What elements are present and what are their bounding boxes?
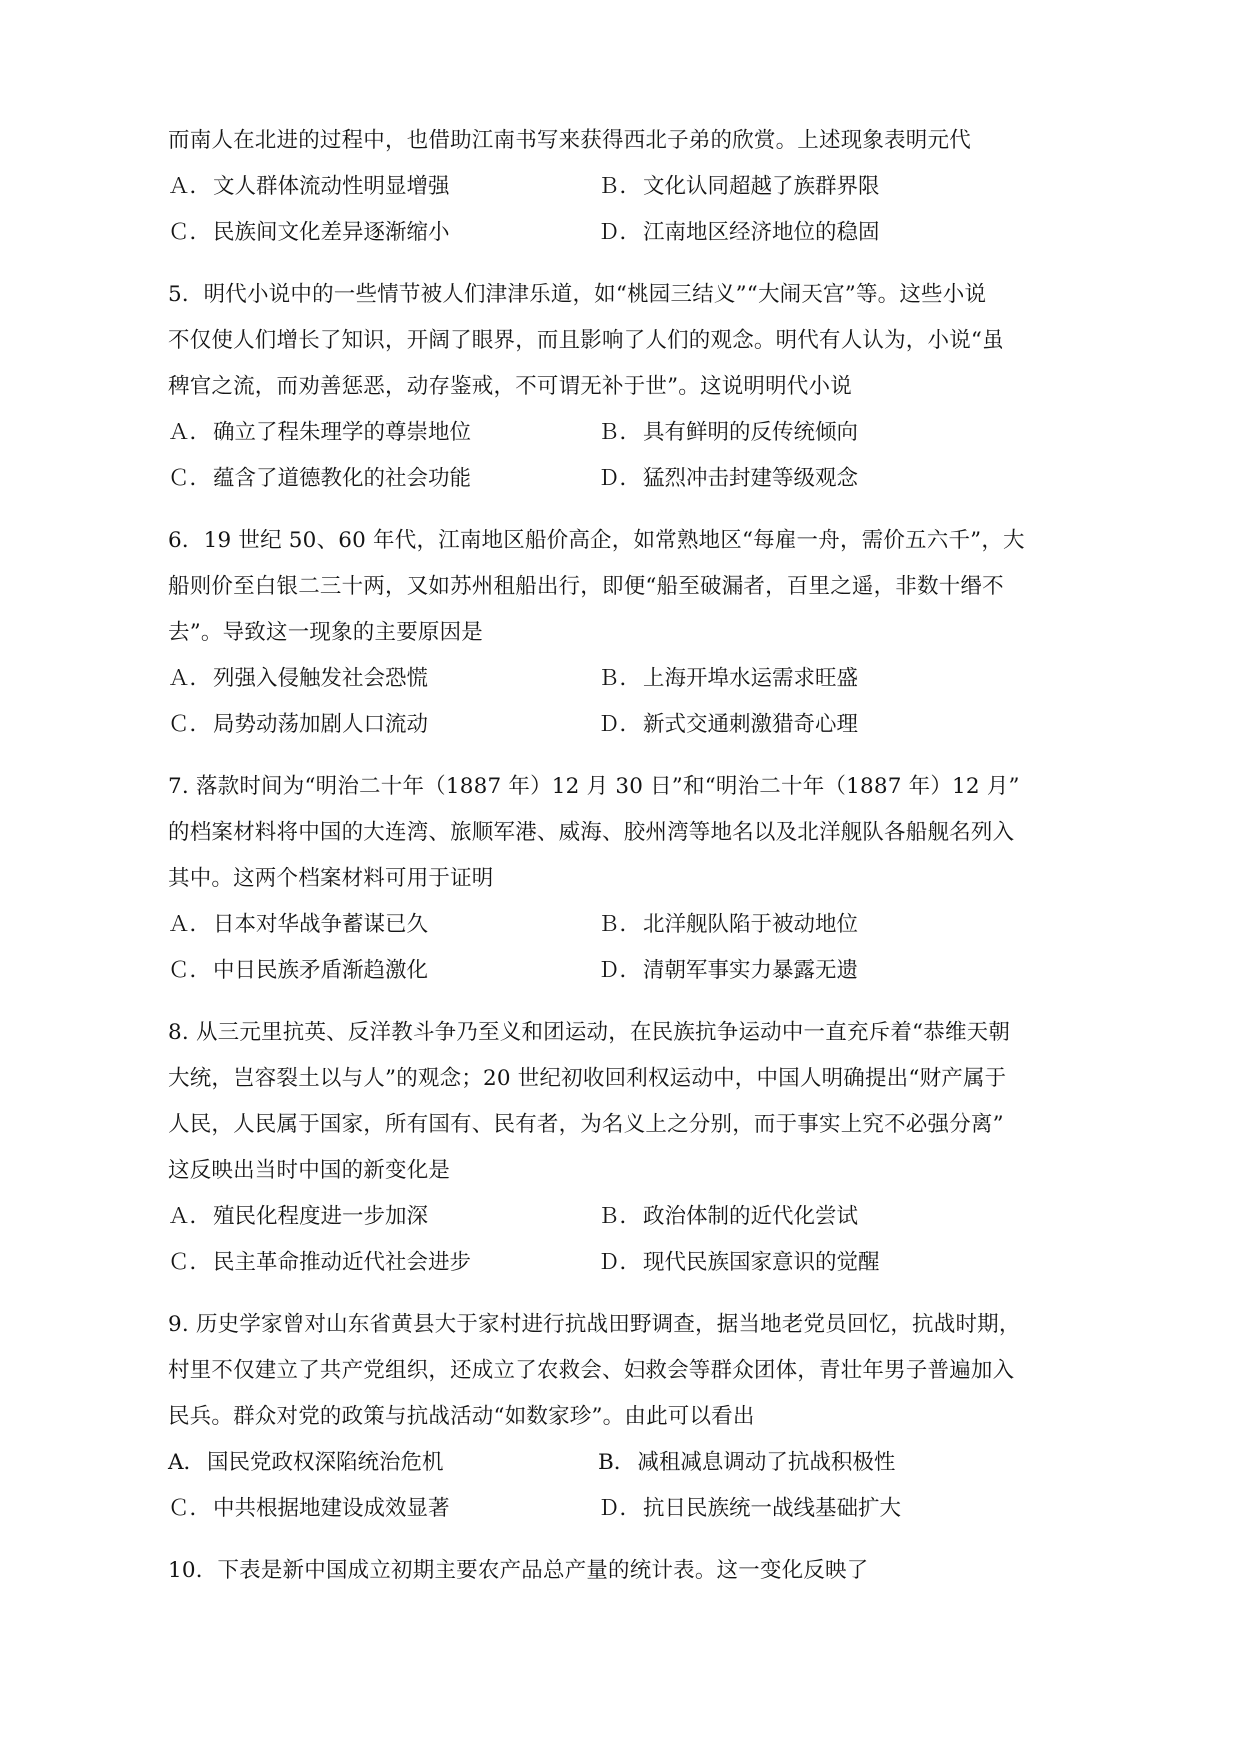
option-a[interactable]	[168, 410, 598, 456]
option-b[interactable]	[598, 410, 980, 456]
question-stem-line: 去”。导致这一现象的主要原因是	[168, 620, 483, 645]
option-text: 江南地区经济地位的稳固	[643, 220, 880, 245]
option-text: 日本对华战争蓄谋已久	[213, 912, 429, 937]
option-label: Ｄ．	[598, 220, 642, 245]
option-text: 上海开埠水运需求旺盛	[643, 666, 859, 691]
option-a[interactable]	[168, 164, 598, 210]
option-text: 列强入侵触发社会恐慌	[213, 666, 429, 691]
option-text: 现代民族国家意识的觉醒	[643, 1250, 880, 1275]
option-c[interactable]	[168, 702, 598, 748]
question-stem-line: 10．下表是新中国成立初期主要农产品总产量的统计表。这一变化反映了	[168, 1558, 869, 1583]
option-row	[168, 210, 980, 256]
option-label: Ｄ．	[598, 958, 642, 983]
option-label: Ｂ．	[598, 666, 642, 691]
option-label: Ｃ．	[168, 712, 212, 737]
option-text: 政治体制的近代化尝试	[643, 1204, 859, 1229]
option-text: 局势动荡加剧人口流动	[213, 712, 429, 737]
option-label: Ｃ．	[168, 1250, 212, 1275]
question-stem-line: 9. 历史学家曾对山东省黄县大于家村进行抗战田野调查，据当地老党员回忆，抗战时期，	[168, 1312, 1021, 1337]
option-label: Ａ．	[168, 174, 212, 199]
question-stem-line: 人民，人民属于国家，所有国有、民有者，为名义上之分别，而于事实上究不必强分离”	[168, 1112, 1004, 1137]
option-c[interactable]	[168, 1240, 598, 1286]
option-label: Ｂ．	[598, 912, 642, 937]
option-text: 国民党政权深陷统治危机	[207, 1450, 444, 1475]
question-stem-line: 6．19 世纪 50、60 年代，江南地区船价高企，如常熟地区“每雇一舟，需价五六千”，大	[168, 528, 1025, 553]
option-row	[168, 1486, 980, 1532]
carryover-options	[168, 164, 980, 256]
option-a[interactable]	[168, 1440, 598, 1486]
option-row	[168, 702, 980, 748]
question-stem-line: 稗官之流，而劝善惩恶，动存鉴戒，不可谓无补于世”。这说明明代小说	[168, 374, 852, 399]
option-text: 猛烈冲击封建等级观念	[643, 466, 859, 491]
option-label: Ｂ．	[598, 420, 642, 445]
option-text: 殖民化程度进一步加深	[213, 1204, 429, 1229]
question-9	[168, 1302, 1021, 1532]
question-5	[168, 272, 1004, 502]
option-text: 清朝军事实力暴露无遗	[643, 958, 859, 983]
option-label: Ｄ．	[598, 466, 642, 491]
question-stem-line: 其中。这两个档案材料可用于证明	[168, 866, 494, 891]
option-row	[168, 164, 980, 210]
option-d[interactable]	[598, 948, 980, 994]
option-a[interactable]	[168, 656, 598, 702]
option-b[interactable]	[598, 902, 980, 948]
question-stem-line: 8. 从三元里抗英、反洋教斗争乃至义和团运动，在民族抗争运动中一直充斥着“恭维天朝	[168, 1020, 1011, 1045]
question-stem-line: 不仅使人们增长了知识，开阔了眼界，而且影响了人们的观念。明代有人认为，小说“虽	[168, 328, 1004, 353]
question-8-options	[168, 1194, 980, 1286]
option-text: 确立了程朱理学的尊崇地位	[213, 420, 472, 445]
option-a[interactable]	[168, 1194, 598, 1240]
option-c[interactable]	[168, 456, 598, 502]
option-d[interactable]	[598, 456, 980, 502]
option-text: 具有鲜明的反传统倾向	[643, 420, 859, 445]
option-a[interactable]	[168, 902, 598, 948]
option-b[interactable]	[598, 656, 980, 702]
question-7	[168, 764, 1020, 994]
option-label: Ｃ．	[168, 958, 212, 983]
option-label: Ｃ．	[168, 1496, 212, 1521]
question-10	[168, 1548, 980, 1594]
option-c[interactable]	[168, 210, 598, 256]
question-stem-line: 村里不仅建立了共产党组织，还成立了农救会、妇救会等群众团体，青壮年男子普遍加入	[168, 1358, 1015, 1383]
option-row	[168, 456, 980, 502]
page-content	[168, 118, 1025, 1594]
option-text: 中日民族矛盾渐趋激化	[213, 958, 429, 983]
option-label: Ｃ．	[168, 466, 212, 491]
option-label: Ｄ．	[598, 1496, 642, 1521]
paragraph-line: 而南人在北进的过程中，也借助江南书写来获得西北子弟的欣赏。上述现象表明元代	[168, 128, 971, 153]
option-label: B．	[598, 1450, 636, 1475]
option-label: Ｄ．	[598, 712, 642, 737]
option-text: 蕴含了道德教化的社会功能	[213, 466, 472, 491]
question-5-options	[168, 410, 980, 502]
question-8	[168, 1010, 1011, 1286]
option-label: Ａ．	[168, 420, 212, 445]
option-label: Ｃ．	[168, 220, 212, 245]
option-label: Ｂ．	[598, 1204, 642, 1229]
option-label: Ａ．	[168, 912, 212, 937]
option-b[interactable]	[598, 1440, 980, 1486]
option-label: A．	[168, 1450, 206, 1475]
question-stem-line: 的档案材料将中国的大连湾、旅顺军港、威海、胶州湾等地名以及北洋舰队各船舰名列入	[168, 820, 1015, 845]
option-row	[168, 902, 980, 948]
option-row	[168, 1194, 980, 1240]
question-6	[168, 518, 1025, 748]
question-stem-line: 5．明代小说中的一些情节被人们津津乐道，如“桃园三结义”“大闹天宫”等。这些小说	[168, 282, 987, 307]
question-stem-line: 民兵。群众对党的政策与抗战活动“如数家珍”。由此可以看出	[168, 1404, 755, 1429]
option-b[interactable]	[598, 1194, 980, 1240]
question-9-options	[168, 1440, 980, 1532]
option-row	[168, 1240, 980, 1286]
option-text: 文化认同超越了族群界限	[643, 174, 880, 199]
question-stem-line: 7. 落款时间为“明治二十年（1887 年）12 月 30 日”和“明治二十年（1887 年）12 月”	[168, 774, 1020, 799]
option-text: 减租减息调动了抗战积极性	[637, 1450, 896, 1475]
option-text: 文人群体流动性明显增强	[213, 174, 450, 199]
option-c[interactable]	[168, 948, 598, 994]
option-text: 民主革命推动近代社会进步	[213, 1250, 472, 1275]
option-text: 中共根据地建设成效显著	[213, 1496, 450, 1521]
question-6-options	[168, 656, 980, 748]
option-row	[168, 656, 980, 702]
question-stem-line: 船则价至白银二三十两，又如苏州租船出行，即便“船至破漏者，百里之遥，非数十缗不	[168, 574, 1004, 599]
option-text: 新式交通刺激猎奇心理	[643, 712, 859, 737]
option-label: Ｂ．	[598, 174, 642, 199]
option-label: Ａ．	[168, 1204, 212, 1229]
question-7-options	[168, 902, 980, 994]
option-d[interactable]	[598, 210, 980, 256]
option-text: 抗日民族统一战线基础扩大	[643, 1496, 902, 1521]
option-label: Ｄ．	[598, 1250, 642, 1275]
question-stem-line: 这反映出当时中国的新变化是	[168, 1158, 451, 1183]
option-text: 民族间文化差异逐渐缩小	[213, 220, 450, 245]
option-row	[168, 410, 980, 456]
option-d[interactable]	[598, 1240, 980, 1286]
option-d[interactable]	[598, 1486, 980, 1532]
option-row	[168, 948, 980, 994]
option-text: 北洋舰队陷于被动地位	[643, 912, 859, 937]
option-b[interactable]	[598, 164, 980, 210]
question-stem-line: 大统，岂容裂土以与人”的观念；20 世纪初收回利权运动中，中国人明确提出“财产属于	[168, 1066, 1007, 1091]
option-row	[168, 1440, 980, 1486]
option-d[interactable]	[598, 702, 980, 748]
option-label: Ａ．	[168, 666, 212, 691]
carryover-paragraph	[168, 118, 980, 256]
option-c[interactable]	[168, 1486, 598, 1532]
